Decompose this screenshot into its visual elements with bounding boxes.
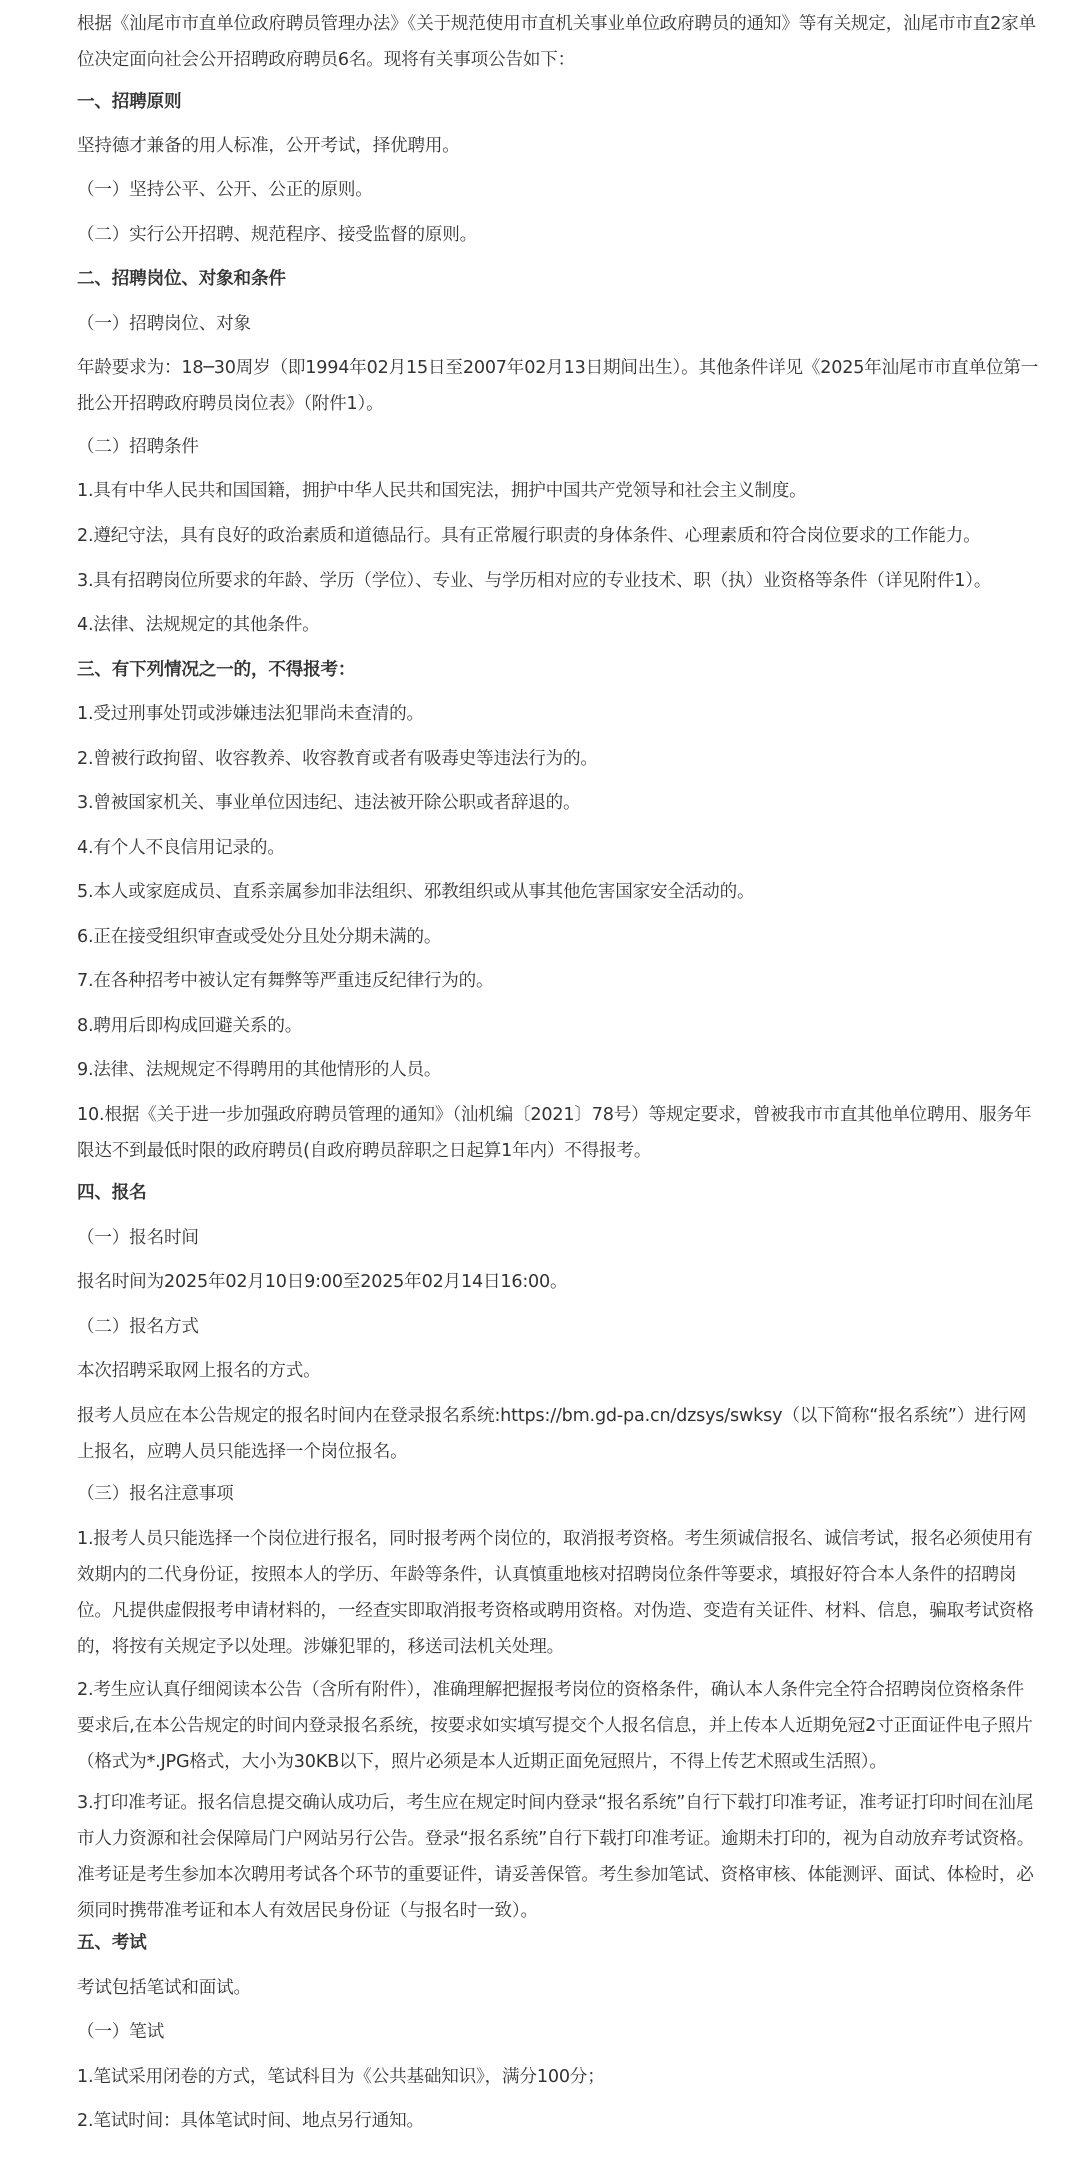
exam-paragraph: 考试包括笔试和面试。 [77,1978,251,1998]
principle-item: （一）坚持公平、公开、公正的原则。 [77,180,373,200]
condition-item: 2.遵纪守法，具有良好的政治素质和道德品行。具有正常履行职责的身体条件、心理素质和符合岗位要求的工作能力。 [77,526,981,546]
section-heading-principles: 一、招聘原则 [77,92,182,112]
registration-note-item: 3.打印准考证。报名信息提交确认成功后，考生应在规定时间内登录“报名系统”自行下载打印准考证，准考证打印时间在汕尾市人力资源和社会保障局门户网站另行公告。登录“报名系统”自行下载打印准考证。逾期未打印的，视为自动放弃考试资格。准考证是考生参加本次聘用考试各个环节的重要证件，请妥善保管。考生参加笔试、资格审核、体能测评、面试、体检时，必须同时携带准考证和本人有效居民身份证（与报名时一致）。 [77,1793,1035,1921]
registration-note-item: 1.报考人员只能选择一个岗位进行报名，同时报考两个岗位的，取消报考资格。考生须诚信报名、诚信考试，报名必须使用有效期内的二代身份证，按照本人的学历、年龄等条件，认真慎重地核对招聘岗位条件等要求，填报好符合本人条件的招聘岗位。凡提供虚假报考申请材料的，一经查实即取消报考资格或聘用资格。对伪造、变造有关证件、材料、信息，骗取考试资格的，将按有关规定予以处理。涉嫌犯罪的，移送司法机关处理。 [77,1529,1034,1657]
subheading-registration-time: （一）报名时间 [77,1228,199,1248]
condition-item: 1.具有中华人民共和国国籍，拥护中华人民共和国宪法，拥护中国共产党领导和社会主义制度。 [77,481,807,501]
exclusion-item: 9.法律、法规规定不得聘用的其他情形的人员。 [77,1060,442,1080]
subheading-conditions: （二）招聘条件 [77,437,199,457]
section-heading-exclusions: 三、有下列情况之一的，不得报考： [77,660,356,680]
registration-time-paragraph: 报名时间为2025年02月10日9:00至2025年02月14日16:00。 [77,1272,568,1292]
exclusion-item: 6.正在接受组织审查或受处分且处分期未满的。 [77,927,442,947]
condition-item: 4.法律、法规规定的其他条件。 [77,615,320,635]
section-heading-positions: 二、招聘岗位、对象和条件 [77,269,286,289]
registration-system-paragraph: 报考人员应在本公告规定的报名时间内在登录报名系统:https://bm.gd-pa.cn/dzsys/swksy（以下简称“报名系统”）进行网上报名，应聘人员只能选择一个岗位报名。 [77,1406,1027,1462]
exclusion-item: 5.本人或家庭成员、直系亲属参加非法组织、邪教组织或从事其他危害国家安全活动的。 [77,882,755,902]
principles-paragraph: 坚持德才兼备的用人标准，公开考试，择优聘用。 [77,136,460,156]
subheading-positions-targets: （一）招聘岗位、对象 [77,314,251,334]
exclusion-item: 10.根据《关于进一步加强政府聘员管理的通知》（汕机编〔2021〕78号）等规定要求，曾被我市市直其他单位聘用、服务年限达不到最低时限的政府聘员(自政府聘员辞职之日起算1年内）不得报考。 [77,1105,1032,1161]
section-heading-exam: 五、考试 [77,1933,147,1953]
written-exam-item: 2.笔试时间：具体笔试时间、地点另行通知。 [77,2111,424,2131]
section-heading-registration: 四、报名 [77,1183,147,1203]
exclusion-item: 4.有个人不良信用记录的。 [77,838,285,858]
subheading-registration-notes: （三）报名注意事项 [77,1484,234,1504]
exclusion-item: 3.曾被国家机关、事业单位因违纪、违法被开除公职或者辞退的。 [77,793,581,813]
registration-note-item: 2.考生应认真仔细阅读本公告（含所有附件），准确理解把握报考岗位的资格条件，确认本人条件完全符合招聘岗位资格条件要求后,在本公告规定的时间内登录报名系统，按要求如实填写提交个人报名信息，并上传本人近期免冠2寸正面证件电子照片（格式为*.JPG格式，大小为30KB以下，照片必须是本人近期正面免冠照片，不得上传艺术照或生活照）。 [77,1680,1033,1772]
exclusion-item: 1.受过刑事处罚或涉嫌违法犯罪尚未查清的。 [77,704,424,724]
exclusion-item: 2.曾被行政拘留、收容教养、收容教育或者有吸毒史等违法行为的。 [77,749,598,769]
registration-method-paragraph: 本次招聘采取网上报名的方式。 [77,1361,321,1381]
written-exam-item: 1.笔试采用闭卷的方式，笔试科目为《公共基础知识》，满分100分； [77,2067,605,2087]
exclusion-item: 7.在各种招考中被认定有舞弊等严重违反纪律行为的。 [77,971,494,991]
condition-item: 3.具有招聘岗位所要求的年龄、学历（学位）、专业、与学历相对应的专业技术、职（执）业资格等条件（详见附件1）。 [77,571,992,591]
intro-paragraph: 根据《汕尾市市直单位政府聘员管理办法》《关于规范使用市直机关事业单位政府聘员的通知》等有关规定，汕尾市市直2家单位决定面向社会公开招聘政府聘员6名。现将有关事项公告如下： [77,14,1036,70]
subheading-registration-method: （二）报名方式 [77,1317,199,1337]
principle-item: （二）实行公开招聘、规范程序、接受监督的原则。 [77,225,478,245]
subheading-written-exam: （一）笔试 [77,2022,164,2042]
age-requirement-paragraph: 年龄要求为：18─30周岁（即1994年02月15日至2007年02月13日期间出生）。其他条件详见《2025年汕尾市市直单位第一批公开招聘政府聘员岗位表》（附件1）。 [77,358,1039,414]
exclusion-item: 8.聘用后即构成回避关系的。 [77,1016,303,1036]
